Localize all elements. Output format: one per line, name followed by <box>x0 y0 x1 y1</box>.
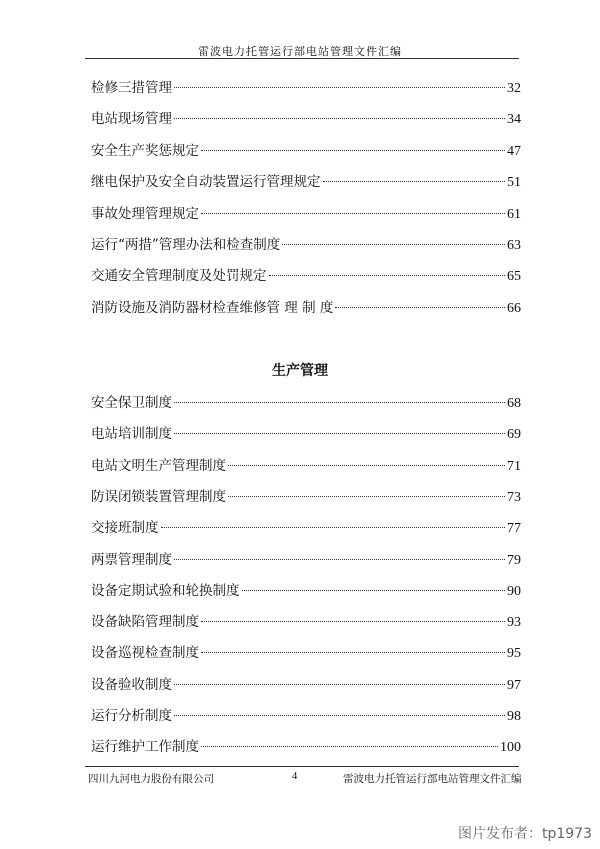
toc-entry <box>91 487 521 507</box>
toc-entry-title: 继电保护及安全自动装置运行管理规定 <box>91 174 321 191</box>
toc-entry-title: 事故处理管理规定 <box>91 205 199 222</box>
toc-entry-page: 93 <box>507 615 521 631</box>
toc-entry <box>91 643 521 663</box>
toc-entry-title: 电站培训制度 <box>91 426 172 443</box>
footer-rule <box>85 766 519 767</box>
toc-entry <box>91 109 521 129</box>
toc-dot-leader <box>228 464 505 466</box>
toc-entry <box>91 675 521 695</box>
toc-entry-title: 设备验收制度 <box>91 676 172 693</box>
toc-entry-page: 61 <box>507 206 521 222</box>
toc-entry-page: 66 <box>507 300 521 316</box>
header-rule <box>85 58 519 59</box>
toc-entry-page: 47 <box>507 143 521 159</box>
toc-entry-page: 100 <box>500 740 521 756</box>
toc-entry-title: 电站文明生产管理制度 <box>91 457 226 474</box>
toc-entry-title: 安全保卫制度 <box>91 395 172 411</box>
toc-entry-page: 98 <box>507 709 521 724</box>
toc-entry-title: 设备巡视检查制度 <box>91 645 199 662</box>
toc-entry <box>91 172 521 192</box>
toc-dot-leader <box>174 117 505 119</box>
toc-entry-page: 65 <box>507 269 521 285</box>
toc-dot-leader <box>174 683 505 685</box>
toc-entry-title: 运行分析制度 <box>91 708 172 724</box>
toc-entry-page: 69 <box>507 427 521 443</box>
toc-dot-leader <box>201 149 505 151</box>
toc-entry <box>91 706 521 726</box>
toc-entry-page: 73 <box>507 489 521 505</box>
toc-entry <box>91 393 521 413</box>
toc-entry-title: 消防设施及消防器材检查维修管 理 制 度 <box>91 299 334 316</box>
toc-entry <box>91 737 521 757</box>
watermark: 图片发布者：tp1973 <box>457 826 592 842</box>
toc-entry <box>91 78 521 98</box>
toc-dot-leader <box>201 651 505 653</box>
toc-entry-title: 两票管理制度 <box>91 551 172 568</box>
toc-entry <box>91 550 521 570</box>
toc-dot-leader <box>174 86 505 88</box>
toc-entry-page: 97 <box>507 677 521 693</box>
toc-entry-title: 运行维护工作制度 <box>91 739 199 756</box>
toc-entry <box>91 612 521 632</box>
toc-dot-leader <box>174 558 505 560</box>
toc-entry-page: 71 <box>507 458 521 474</box>
toc-entry-page: 51 <box>507 175 521 191</box>
footer-company: 四川九河电力股份有限公司 <box>88 773 214 785</box>
toc-entry-title: 交通安全管理制度及处罚规定 <box>91 268 267 285</box>
toc-entry <box>91 424 521 444</box>
toc-entry-page: 32 <box>507 81 521 96</box>
toc-entry-title: 设备缺陷管理制度 <box>91 614 199 631</box>
toc-entry-title: 运行“两措”管理办法和检查制度 <box>91 237 281 253</box>
toc-entry <box>91 581 521 601</box>
header-title: 雷波电力托管运行部电站管理文件汇编 <box>198 45 402 58</box>
toc-dot-leader <box>161 526 506 528</box>
toc-entry-title: 交接班制度 <box>91 520 159 537</box>
toc-dot-leader <box>269 274 506 276</box>
toc-entry-title: 检修三措管理 <box>91 80 172 96</box>
toc-entry-page: 68 <box>507 396 521 411</box>
toc-entry <box>91 298 521 318</box>
toc-dot-leader <box>174 714 505 716</box>
section-heading: 生产管理 <box>272 363 328 379</box>
toc-dot-leader <box>228 495 505 497</box>
toc-entry-title: 电站现场管理 <box>91 111 172 128</box>
toc-entry <box>91 518 521 538</box>
toc-entry-page: 79 <box>507 552 521 568</box>
toc-entry <box>91 266 521 286</box>
toc-dot-leader <box>242 589 506 591</box>
toc-dot-leader <box>335 306 505 308</box>
toc-entry <box>91 204 521 224</box>
footer-document-name: 雷波电力托管运行部电站管理文件汇编 <box>343 773 522 785</box>
toc-dot-leader <box>282 243 505 245</box>
toc-entry-page: 77 <box>507 521 521 537</box>
toc-dot-leader <box>201 620 505 622</box>
toc-entry-title: 设备定期试验和轮换制度 <box>91 582 240 599</box>
toc-entry-title: 安全生产奖惩规定 <box>91 142 199 159</box>
toc-entry <box>91 235 521 255</box>
toc-entry-title: 防误闭锁装置管理制度 <box>91 488 226 505</box>
toc-dot-leader <box>174 432 505 434</box>
toc-entry-page: 34 <box>507 112 521 128</box>
toc-entry-page: 63 <box>507 238 521 253</box>
toc-dot-leader <box>323 180 506 182</box>
footer-page-number: 4 <box>292 771 298 782</box>
toc-entry-page: 95 <box>507 646 521 662</box>
toc-entry <box>91 456 521 476</box>
toc-dot-leader <box>174 401 505 403</box>
toc-dot-leader <box>201 745 498 747</box>
toc-entry <box>91 141 521 161</box>
toc-entry-page: 90 <box>507 583 521 599</box>
toc-dot-leader <box>201 212 505 214</box>
